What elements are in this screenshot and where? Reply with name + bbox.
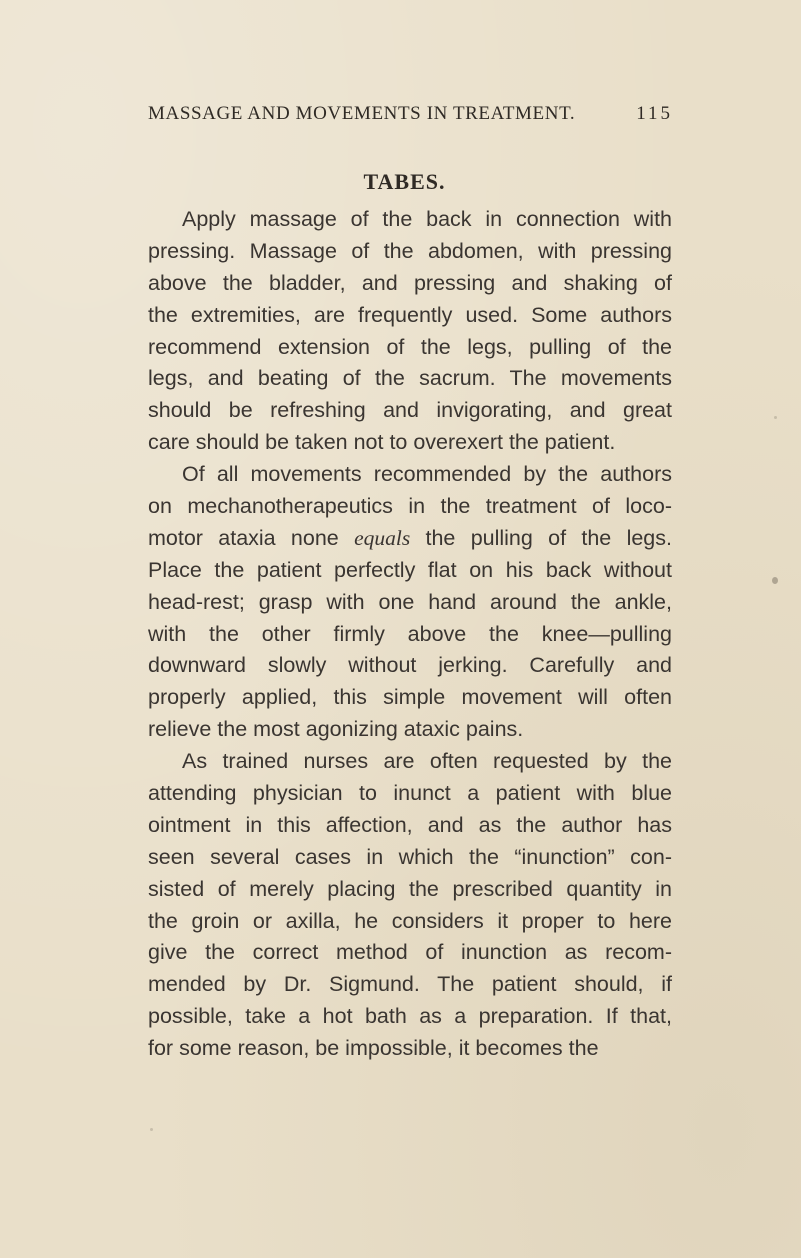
text-line: recommend extension of the legs, pulling of the: [148, 334, 672, 359]
emphasized-word: equals: [354, 525, 411, 550]
text-line: with the other firmly above the knee—pulling: [148, 621, 672, 646]
text-line: seen several cases in which the “inunction” con-: [148, 844, 672, 869]
text-line: pressing. Massage of the abdomen, with pressing: [148, 238, 672, 263]
text-line: above the bladder, and pressing and shaking of: [148, 270, 672, 295]
text-line: the extremities, are frequently used. Some authors: [148, 302, 672, 327]
text-line: legs, and beating of the sacrum. The movements: [148, 366, 672, 391]
paragraph-3: [148, 746, 672, 1065]
text-line: Of all movements recommended by the authors: [182, 462, 672, 487]
paper-speck: [772, 577, 778, 584]
paragraph-2: [148, 459, 672, 746]
text-line: Place the patient perfectly flat on his back without: [148, 557, 672, 582]
running-title: MASSAGE AND MOVEMENTS IN TREATMENT.: [148, 103, 576, 124]
text-line-with-emphasis: [148, 523, 672, 555]
text-line: the groin or axilla, he considers it proper to here: [148, 908, 672, 933]
running-head: [148, 97, 673, 131]
text-line: head-rest; grasp with one hand around the ankle,: [148, 589, 672, 614]
text-line: attending physician to inunct a patient with blue: [148, 781, 672, 806]
text-line: sisted of merely placing the prescribed quantity in: [148, 876, 672, 901]
page-number: 115: [636, 103, 673, 124]
text-line: properly applied, this simple movement will often: [148, 685, 672, 710]
text-line: care should be taken not to overexert the patient.: [148, 430, 616, 455]
text-line: on mechanotherapeutics in the treatment of loco-: [148, 494, 672, 519]
text-line: relieve the most agonizing ataxic pains.: [148, 717, 524, 742]
text-line: mended by Dr. Sigmund. The patient should, if: [148, 972, 672, 997]
paragraph-1: [148, 204, 672, 459]
text-line: downward slowly without jerking. Carefully and: [148, 653, 672, 678]
text-line: Apply massage of the back in connection with: [182, 207, 672, 231]
text-line: should be refreshing and invigorating, and great: [148, 398, 672, 423]
text-fragment: the pulling of the legs.: [410, 525, 672, 550]
paper-speck: [774, 416, 777, 419]
text-line: for some reason, be impossible, it becomes the: [148, 1036, 599, 1061]
text-line: As trained nurses are often requested by the: [182, 749, 672, 774]
paper-speck: [150, 1128, 153, 1131]
text-line: ointment in this affection, and as the author has: [148, 812, 672, 837]
text-line: possible, take a hot bath as a preparation. If that,: [148, 1004, 672, 1029]
text-fragment: motor ataxia none: [148, 525, 355, 550]
section-heading: TABES.: [363, 169, 446, 194]
text-line: give the correct method of inunction as recom-: [148, 940, 672, 965]
body-text: [148, 204, 672, 1065]
